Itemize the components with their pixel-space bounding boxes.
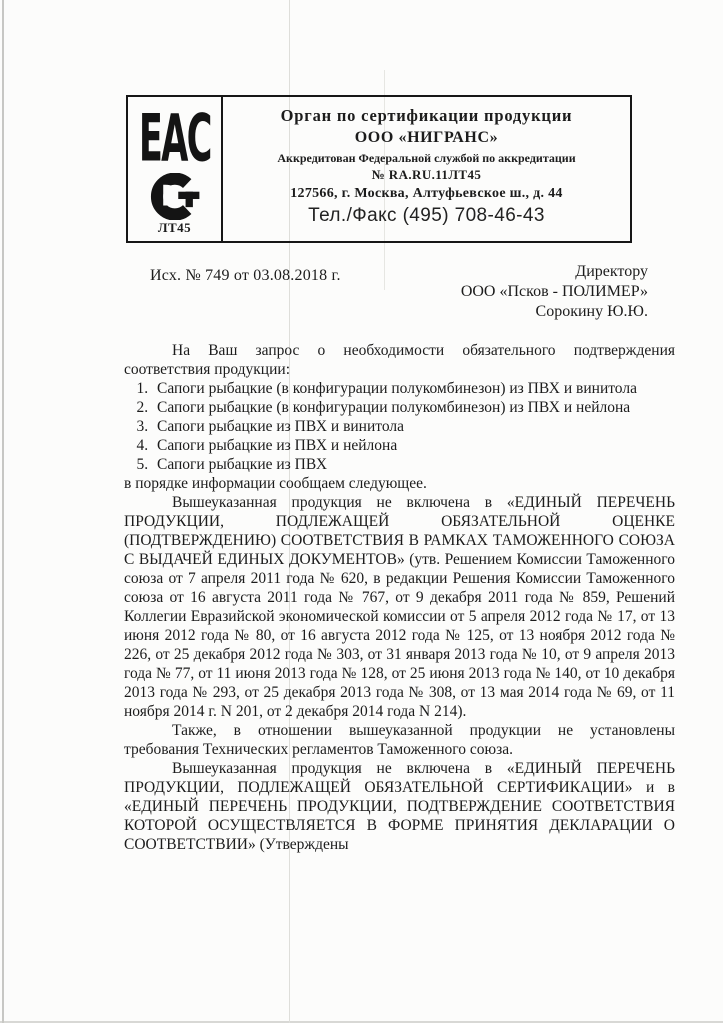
paragraph-certification-lists: Вышеуказанная продукция не включена в «ЕДИНЫЙ ПЕРЕЧЕНЬ ПРОДУКЦИИ, ПОДЛЕЖАЩЕЙ ОБЯЗАТЕЛЬНОЙ СЕРТИФИКАЦИИ» и в «ЕДИНЫЙ ПЕРЕЧЕНЬ ПРОДУКЦИИ, ПОДТВЕРЖДЕНИЕ СООТВЕТСТВИЯ КОТОРОЙ ОСУЩЕСТВЛЯЕТСЯ В ФОРМЕ ПРИНЯТИЯ ДЕКЛАРАЦИИ О СООТВЕТСТВИИ» (Утверждены (124, 760, 675, 853)
list-item: 4. Сапоги рыбацкие из ПВХ и нейлона (152, 436, 675, 455)
letterhead-org-cell (223, 97, 630, 241)
letter-body (124, 341, 675, 854)
certification-body-code: ЛТ45 (157, 220, 192, 235)
scan-left-edge (2, 0, 4, 1023)
list-item: 2. Сапоги рыбацкие (в конфигурации полукомбинезон) из ПВХ и нейлона (152, 398, 675, 417)
org-address: 127566, г. Москва, Алтуфьевское ш., д. 44 (290, 185, 563, 201)
eac-conformity-mark-icon: ЕАС (138, 102, 211, 177)
accreditation-number: № RA.RU.11ЛТ45 (371, 166, 482, 182)
paragraph-unified-list: Вышеуказанная продукция не включена в «ЕДИНЫЙ ПЕРЕЧЕНЬ ПРОДУКЦИИ, ПОДЛЕЖАЩЕЙ ОБЯЗАТЕЛЬНОЙ ОЦЕНКЕ (ПОДТВЕРЖДЕНИЮ) СООТВЕТСТВИЯ В РАМКАХ ТАМОЖЕННОГО СОЮЗА С ВЫДАЧЕЙ ЕДИНЫХ ДОКУМЕНТОВ» (утв. Решением Комиссии Таможенного союза от 7 апреля 2011 года № 620, в редакции Решения Комиссии Таможенного союза от 16 августа 2011 года № 767, от 9 декабря 2011 года № 859, Решений Коллегии Евразийской экономической комиссии от 5 апреля 2012 года № 17, от 13 июня 2012 года № 80, от 16 августа 2012 года № 125, от 13 ноября 2012 года № 226, от 25 декабря 2012 года № 303, от 31 января 2013 года № 10, от 9 апреля 2013 года № 77, от 11 июня 2013 года № 128, от 25 июня 2013 года № 140, от 10 декабря 2013 года № 293, от 25 декабря 2013 года № 308, от 13 мая 2014 года № 69, от 11 ноября 2014 г. N 201, от 2 декабря 2014 года N 214). (124, 494, 675, 720)
intro-paragraph: На Ваш запрос о необходимости обязательного подтверждения соответствия продукции: (124, 342, 675, 378)
addressee-block (461, 262, 648, 322)
list-item: 1. Сапоги рыбацкие (в конфигурации полукомбинезон) из ПВХ и винитола (152, 379, 675, 398)
reference-row (150, 262, 648, 322)
letterhead-logo-cell (128, 97, 223, 241)
list-item: 5. Сапоги рыбацкие из ПВХ (152, 455, 675, 474)
addressee-position: Директору (575, 263, 648, 280)
after-list-line: в порядке информации сообщаем следующее. (124, 475, 427, 492)
addressee-company: ООО «Псков - ПОЛИМЕР» (460, 283, 648, 300)
org-title: Орган по сертификации продукции (280, 106, 573, 125)
accreditation-line: Аккредитован Федеральной службой по аккредитации (277, 150, 576, 165)
addressee-person: Сорокину Ю.Ю. (535, 303, 648, 320)
product-list (124, 379, 675, 474)
paragraph-technical-regs: Также, в отношении вышеуказанной продукции не установлены требования Технических регламентов Таможенного союза. (124, 722, 675, 758)
list-item: 3. Сапоги рыбацкие из ПВХ и винитола (152, 417, 675, 436)
letterhead-box (126, 95, 632, 243)
org-name: ООО «НИГРАНС» (354, 128, 499, 146)
outgoing-number: Исх. № 749 от 03.08.2018 г. (150, 267, 341, 284)
org-phone: Тел./Факс (495) 708-46-43 (308, 205, 545, 227)
